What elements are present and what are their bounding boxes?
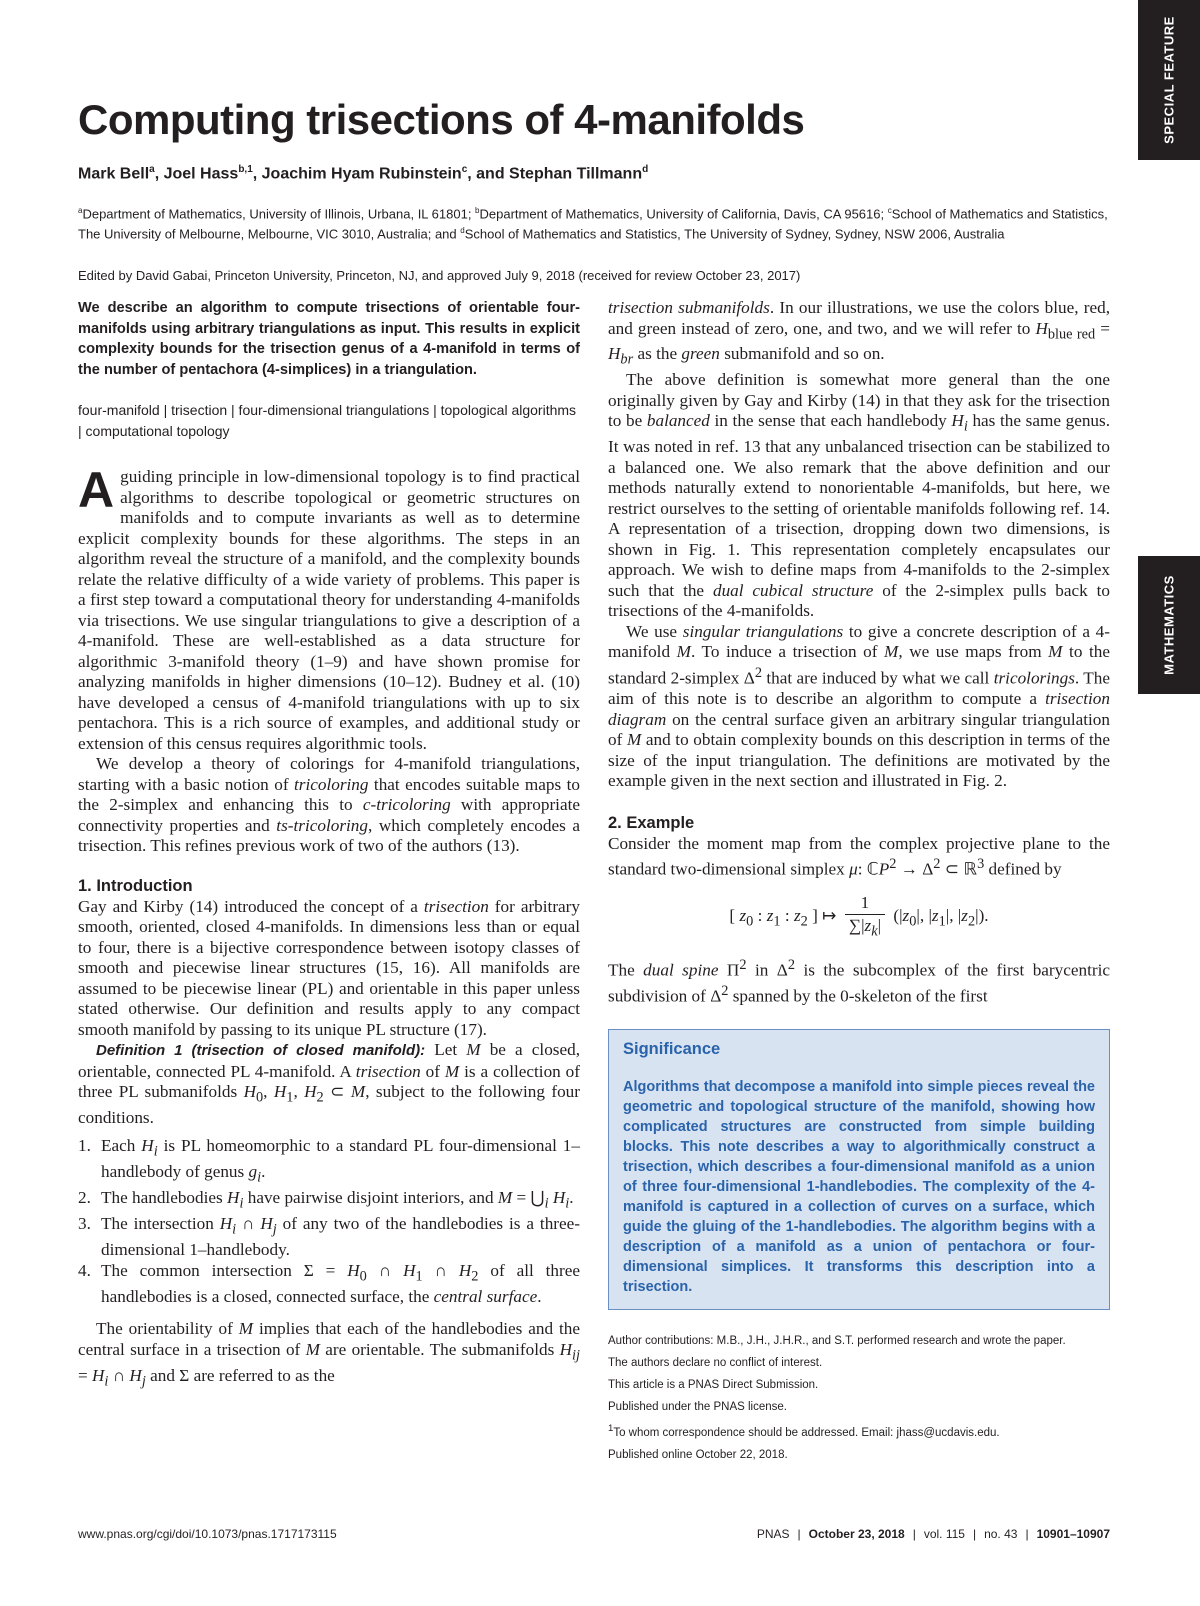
paragraph: Consider the moment map from the complex projective plane to the standard two-dimensional simplex μ: ℂP$^2$ → $\Delta^2$ ⊂ ℝ$^3$ defined by [608,833,1110,879]
section-heading: 1. Introduction [78,876,193,895]
correspondence-note: $^1$To whom correspondence should be addressed. Email: jhass@ucdavis.edu. [608,1423,1000,1440]
author-name: Stephan Tillmann [509,165,643,183]
submission-note: This article is a PNAS Direct Submission. [608,1379,819,1392]
paper-title: Computing trisections of 4-manifolds [78,96,805,143]
left-column [78,298,580,1392]
list-item: 1. Each $H_i$ is PL homeomorphic to a standard PL four-dimensional 1–handlebody of genus $g_i$. [78,1136,580,1186]
author-name: Joel Hass [163,165,239,183]
abstract: We describe an algorithm to compute trisections of orientable four-manifolds using arbitrary triangulations as input. This results in explicit complexity bounds for the trisection genus of a 4-manifold in terms of the number of pentachora (4-simplices) in a triangulation. [78,300,580,378]
published-date: Published online October 22, 2018. [608,1449,788,1462]
doi-link[interactable]: www.pnas.org/cgi/doi/10.1073/pnas.1717173115 [78,1527,337,1541]
keywords: four-manifold | trisection | four-dimensional triangulations | topological algorithms | computational topology [78,402,577,439]
mathematics-tab: MATHEMATICS [1138,556,1200,694]
journal-citation: PNAS | October 23, 2018 | vol. 115 | no. 43 | 10901–10907 [756,1527,1110,1541]
significance-box [608,1029,1110,1310]
special-feature-tab: SPECIAL FEATURE [1138,0,1200,160]
author-contributions: Author contributions: M.B., J.H., J.H.R., and S.T. performed research and wrote the paper. [608,1335,1066,1348]
article-notes [608,1330,1110,1466]
author-name: Mark Bell [78,165,150,183]
paragraph: trisection submanifolds. In our illustrations, we use the colors blue, red, and green instead of zero, one, and two, and we will refer to $H_{blue red} = H_{br}$ as the green submanifold and so on. [608,298,1110,368]
paragraph: The orientability of M implies that each of the handlebodies and the central surface in a trisection of M are orientable. The submanifolds $H_{ij} = H_i$ ∩ $H_j$ and Σ are referred to as the [78,1319,580,1389]
paragraph: The above definition is somewhat more general than the one originally given by Gay and Kirby (14) in that they ask for the trisection to be balanced in the sense that each handlebody $H_i$ has the same genus. It was noted in ref. 13 that any unbalanced trisection can be stabilized to a balanced one. We also remark that the above definition and our methods naturally extend to nonorientable 4-manifolds, but here, we restrict ourselves to the setting of orientable manifolds following ref. 14. A representation of a trisection, dropping down two dimensions, is shown in Fig. 1. This representation completely encapsulates our approach. We wish to define maps from 4-manifolds to the 2-simplex such that the dual cubical structure of the 2-simplex pulls back to trisections of the 4-manifolds. [608,370,1110,621]
edited-by-line: Edited by David Gabai, Princeton University, Princeton, NJ, and approved July 9, 2018 (received for review October 23, 2017) [78,268,801,283]
paragraph: Gay and Kirby (14) introduced the concept of a trisection for arbitrary smooth, oriented, closed 4-manifolds. In dimensions less than or equal to four, there is a bijective correspondence between isotopy classes of smooth and piecewise linear structures (15, 16). All manifolds are assumed to be piecewise linear (PL) and orientable in this paper unless stated otherwise. Our definition and results apply to any compact smooth manifold by passing to its unique PL structure (17). [78,896,580,1039]
definition: Definition 1 (trisection of closed manifold): Let M be a closed, orientable, connected PL 4-manifold. A trisection of M is a collection of three PL submanifolds $H_0$, $H_1$, $H_2$ ⊂ M, subject to the following four conditions. [78,1040,581,1127]
list-item: 4. The common intersection $\Sigma = H_0$ ∩ $H_1$ ∩ $H_2$ of all three handlebodies is a closed, connected surface, the central surface. [78,1260,581,1306]
right-column [608,298,1110,1466]
paragraph: guiding principle in low-dimensional topology is to find practical algorithms to describe topological or geometric structures on manifolds and to compute invariants as well as to determine explicit complexity bounds for these algorithms. The steps in an algorithm reveal the structure of a manifold, and the complexity bounds relate the relative difficulty of a wide variety of problems. This paper is a first step toward a computational theory for understanding 4-manifolds via trisections. We use singular triangulations to give a description of a 4-manifold. These are well-established as a data structure for algorithmic 3-manifold theory (1–9) and have shown promise for analyzing manifolds in higher dimensions (10–12). Budney et al. (10) have developed a census of 4-manifold triangulations with up to six pentachora. This is a rich source of examples, and additional study or extension of this census requires algorithmic tools. [78,467,580,753]
license-note: Published under the PNAS license. [608,1401,787,1414]
conflict-statement: The authors declare no conflict of interest. [608,1357,823,1370]
significance-text: Algorithms that decompose a manifold into simple pieces reveal the geometric and topological structure of the manifold, showing how complicated structures are constructed from simple building blocks. This note describes a way to algorithmically construct a trisection, which describes a four-dimensional manifold as a union of three four-dimensional 1-handlebodies. The complexity of the 4-manifold is captured in a collection of curves on a surface, which guide the gluing of the 1-handlebodies. The algorithm begins with a description of a manifold as a union of pentachora or four-dimensional simplices. It transforms this description into a trisection. [623,1079,1095,1296]
conditions-list [78,1136,580,1307]
author-name: Joachim Hyam Rubinstein [261,165,462,183]
paragraph: The dual spine $\Pi^2$ in $\Delta^2$ is the subcomplex of the first barycentric subdivision of $\Delta^2$ spanned by the 0-skeleton of the first [608,956,1110,1006]
paragraph: We develop a theory of colorings for 4-manifold triangulations, starting with a basic notion of tricoloring that encodes suitable maps to the 2-simplex and enhancing this to c-tricoloring with appropriate connectivity properties and ts-tricoloring, which completely encodes a trisection. This refines previous work of two of the authors (13). [78,754,580,855]
affiliations: $^a$Department of Mathematics, University of Illinois, Urbana, IL 61801; $^b$Department of Mathematics, University of California, Davis, CA 95616; $^c$School of Mathematics and Statistics, The University of Melbourne, Melbourne, VIC 3010, Australia; and $^d$School of Mathematics and Statistics, The University of Sydney, Sydney, NSW 2006, Australia [78,206,1108,242]
significance-title: Significance [623,1040,721,1059]
list-item: 3. The intersection $H_i$ ∩ $H_j$ of any two of the handlebodies is a three-dimensional 1–handlebody. [78,1214,580,1260]
author-list: Mark Bell$^a$, Joel Hass$^{b,1}$, Joachim Hyam Rubinstein$^c$, and Stephan Tillmann$^d$ [78,164,649,183]
intro-text [78,462,580,857]
drop-cap: A [78,462,115,518]
list-item: 2. The handlebodies $H_i$ have pairwise disjoint interiors, and $M = ⋃_i$ $H_i$. [78,1188,574,1212]
section-heading: 2. Example [608,813,695,832]
moment-map-formula: [ $z_0$ : $z_1$ : $z_2$ ] ↦ $\frac{1}{\sum|z_k|}$ ($|z_0|$, $|z_1|$, $|z_2|$). [729,893,989,940]
paragraph: We use singular triangulations to give a concrete description of a 4-manifold M. To induce a trisection of M, we use maps from M to the standard 2-simplex $\Delta^2$ that are induced by what we call tricolorings. The aim of this note is to describe an algorithm to compute a trisection diagram on the central surface given an arbitrary singular triangulation of M and to obtain complexity bounds on this description in terms of the size of the input triangulation. The definitions are motivated by the example given in the next section and illustrated in Fig. 2. [608,621,1110,791]
